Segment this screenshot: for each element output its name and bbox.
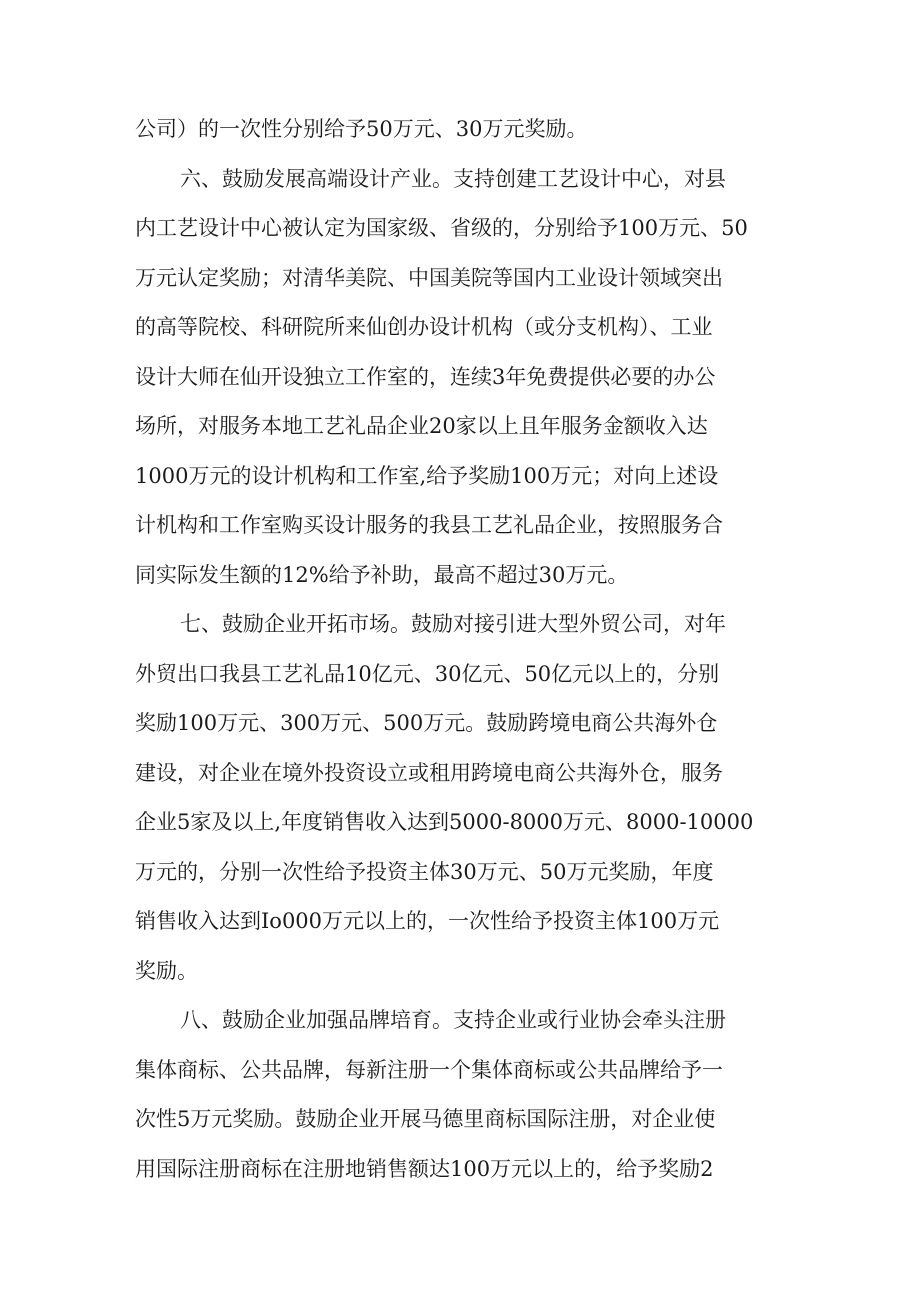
text-line: 奖励。 bbox=[135, 959, 198, 983]
text-line: 1000万元的设计机构和工作室,给予奖励100万元；对向上述设 bbox=[135, 464, 719, 488]
text-line: 万元的，分别一次性给予投资主体30万元、50万元奖励，年度 bbox=[135, 860, 714, 884]
text-line: 用国际注册商标在注册地销售额达100万元以上的，给予奖励2 bbox=[135, 1157, 714, 1181]
text-line: 销售收入达到Io000万元以上的，一次性给予投资主体100万元 bbox=[135, 909, 720, 933]
text-line: 企业5家及以上,年度销售收入达到5000-8000万元、8000-10000 bbox=[135, 810, 754, 834]
text-line: 奖励100万元、300万元、500万元。鼓励跨境电商公共海外仓 bbox=[135, 711, 718, 735]
text-line: 公司）的一次性分别给予50万元、30万元奖励。 bbox=[135, 117, 588, 141]
paragraph-seven-start: 七、鼓励企业开拓市场。鼓励对接引进大型外贸公司，对年 bbox=[180, 612, 726, 636]
text-line: 计机构和工作室购买设计服务的我县工艺礼品企业，按照服务合 bbox=[135, 513, 723, 537]
text-line: 设计大师在仙开设独立工作室的，连续3年免费提供必要的办公 bbox=[135, 365, 716, 389]
text-line: 同实际发生额的12%给予补助，最高不超过30万元。 bbox=[135, 563, 629, 587]
paragraph-eight-start: 八、鼓励企业加强品牌培育。支持企业或行业协会牵头注册 bbox=[180, 1008, 726, 1032]
text-line: 的高等院校、科研院所来仙创办设计机构（或分支机构）、工业 bbox=[135, 315, 713, 339]
text-line: 万元认定奖励；对清华美院、中国美院等国内工业设计领域突出 bbox=[135, 266, 723, 290]
text-line: 建设，对企业在境外投资设立或租用跨境电商公共海外仓，服务 bbox=[135, 761, 723, 785]
text-line: 内工艺设计中心被认定为国家级、省级的，分别给予100万元、50 bbox=[135, 216, 748, 240]
text-line: 外贸出口我县工艺礼品10亿元、30亿元、50亿元以上的，分别 bbox=[135, 662, 720, 686]
paragraph-six-start: 六、鼓励发展高端设计产业。支持创建工艺设计中心，对县 bbox=[180, 167, 726, 191]
text-line: 集体商标、公共品牌，每新注册一个集体商标或公共品牌给予一 bbox=[135, 1058, 723, 1082]
text-line: 场所，对服务本地工艺礼品企业20家以上且年服务金额收入达 bbox=[135, 414, 708, 438]
text-line: 次性5万元奖励。鼓励企业开展马德里商标国际注册，对企业使 bbox=[135, 1107, 716, 1131]
